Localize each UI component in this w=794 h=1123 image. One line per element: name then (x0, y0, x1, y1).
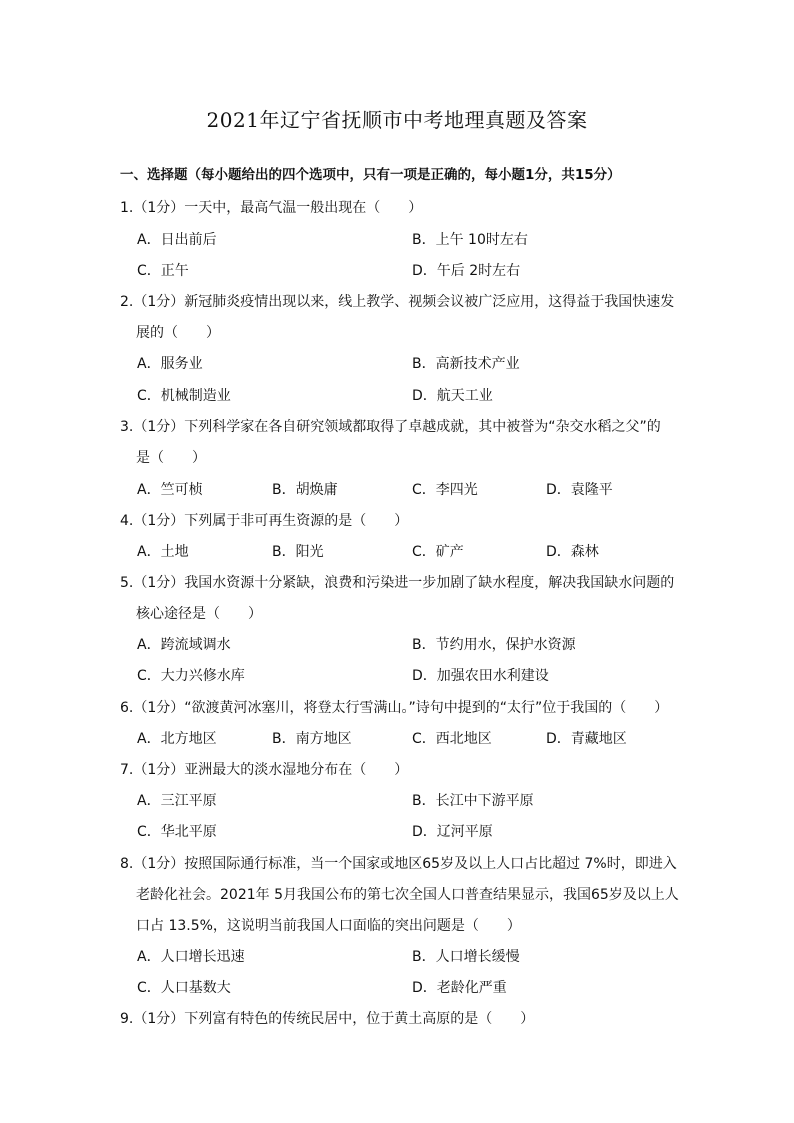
question-8-stem-cont-2: 口占 13.5%，这说明当前我国人口面临的突出问题是（ ） (136, 918, 521, 934)
question-4-option-b[interactable]: B．阳光 (272, 544, 324, 560)
question-7-option-b[interactable]: B．长江中下游平原 (412, 793, 534, 809)
question-5-stem-cont: 核心途径是（ ） (136, 606, 262, 622)
question-2-option-b[interactable]: B．高新技术产业 (412, 356, 520, 372)
question-5-stem: 5.（1分）我国水资源十分紧缺，浪费和污染进一步加剧了缺水程度，解决我国缺水问题的 (120, 575, 675, 591)
question-4-option-a[interactable]: A．土地 (137, 544, 189, 560)
question-8-stem-cont-1: 老龄化社会。2021年 5月我国公布的第七次全国人口普查结果显示，我国65岁及以上人 (136, 887, 679, 903)
question-2-option-c[interactable]: C．机械制造业 (137, 388, 231, 404)
question-4-option-d[interactable]: D．森林 (546, 544, 599, 560)
question-5-option-a[interactable]: A．跨流域调水 (137, 637, 231, 653)
question-7-stem: 7.（1分）亚洲最大的淡水湿地分布在（ ） (120, 762, 409, 778)
question-2-option-d[interactable]: D．航天工业 (412, 388, 493, 404)
question-1-stem: 1.（1分）一天中，最高气温一般出现在（ ） (120, 200, 423, 216)
question-5-option-d[interactable]: D．加强农田水利建设 (412, 668, 549, 684)
question-1-option-d[interactable]: D．午后 2时左右 (412, 263, 521, 279)
question-3-option-b[interactable]: B．胡焕庸 (272, 482, 338, 498)
question-6-option-a[interactable]: A．北方地区 (137, 731, 217, 747)
page-title: 2021年辽宁省抚顺市中考地理真题及答案 (206, 108, 588, 132)
question-8-option-b[interactable]: B．人口增长缓慢 (412, 949, 520, 965)
question-1-option-a[interactable]: A．日出前后 (137, 232, 217, 248)
question-8-option-a[interactable]: A．人口增长迅速 (137, 949, 245, 965)
question-8-option-c[interactable]: C．人口基数大 (137, 980, 231, 996)
question-4-stem: 4.（1分）下列属于非可再生资源的是（ ） (120, 513, 409, 529)
question-7-option-d[interactable]: D．辽河平原 (412, 824, 493, 840)
question-5-option-c[interactable]: C．大力兴修水库 (137, 668, 245, 684)
question-3-stem-cont: 是（ ） (136, 450, 206, 466)
section-heading: 一、选择题（每小题给出的四个选项中，只有一项是正确的，每小题1分，共15分） (120, 167, 621, 183)
question-2-stem: 2.（1分）新冠肺炎疫情出现以来，线上教学、视频会议被广泛应用，这得益于我国快速发 (120, 294, 675, 310)
question-9-stem: 9.（1分）下列富有特色的传统民居中，位于黄土高原的是（ ） (120, 1011, 535, 1027)
question-6-stem: 6.（1分）“欲渡黄河冰塞川，将登太行雪满山。”诗句中提到的“太行”位于我国的（ ） (120, 700, 669, 716)
question-3-stem: 3.（1分）下列科学家在各自研究领域都取得了卓越成就，其中被誉为“杂交水稻之父”的 (120, 419, 661, 435)
question-7-option-a[interactable]: A．三江平原 (137, 793, 217, 809)
question-6-option-c[interactable]: C．西北地区 (412, 731, 492, 747)
question-4-option-c[interactable]: C．矿产 (412, 544, 464, 560)
question-5-option-b[interactable]: B．节约用水，保护水资源 (412, 637, 576, 653)
question-3-option-c[interactable]: C．李四光 (412, 482, 478, 498)
question-3-option-a[interactable]: A．竺可桢 (137, 482, 203, 498)
question-1-option-b[interactable]: B．上午 10时左右 (412, 232, 528, 248)
question-6-option-b[interactable]: B．南方地区 (272, 731, 352, 747)
question-1-option-c[interactable]: C．正午 (137, 263, 189, 279)
question-8-stem: 8.（1分）按照国际通行标准，当一个国家或地区65岁及以上人口占比超过 7%时，即进入 (120, 856, 677, 872)
question-8-option-d[interactable]: D．老龄化严重 (412, 980, 507, 996)
question-3-option-d[interactable]: D．袁隆平 (546, 482, 613, 498)
question-7-option-c[interactable]: C．华北平原 (137, 824, 217, 840)
question-2-option-a[interactable]: A．服务业 (137, 356, 203, 372)
question-2-stem-cont: 展的（ ） (136, 325, 220, 341)
question-6-option-d[interactable]: D．青藏地区 (546, 731, 627, 747)
